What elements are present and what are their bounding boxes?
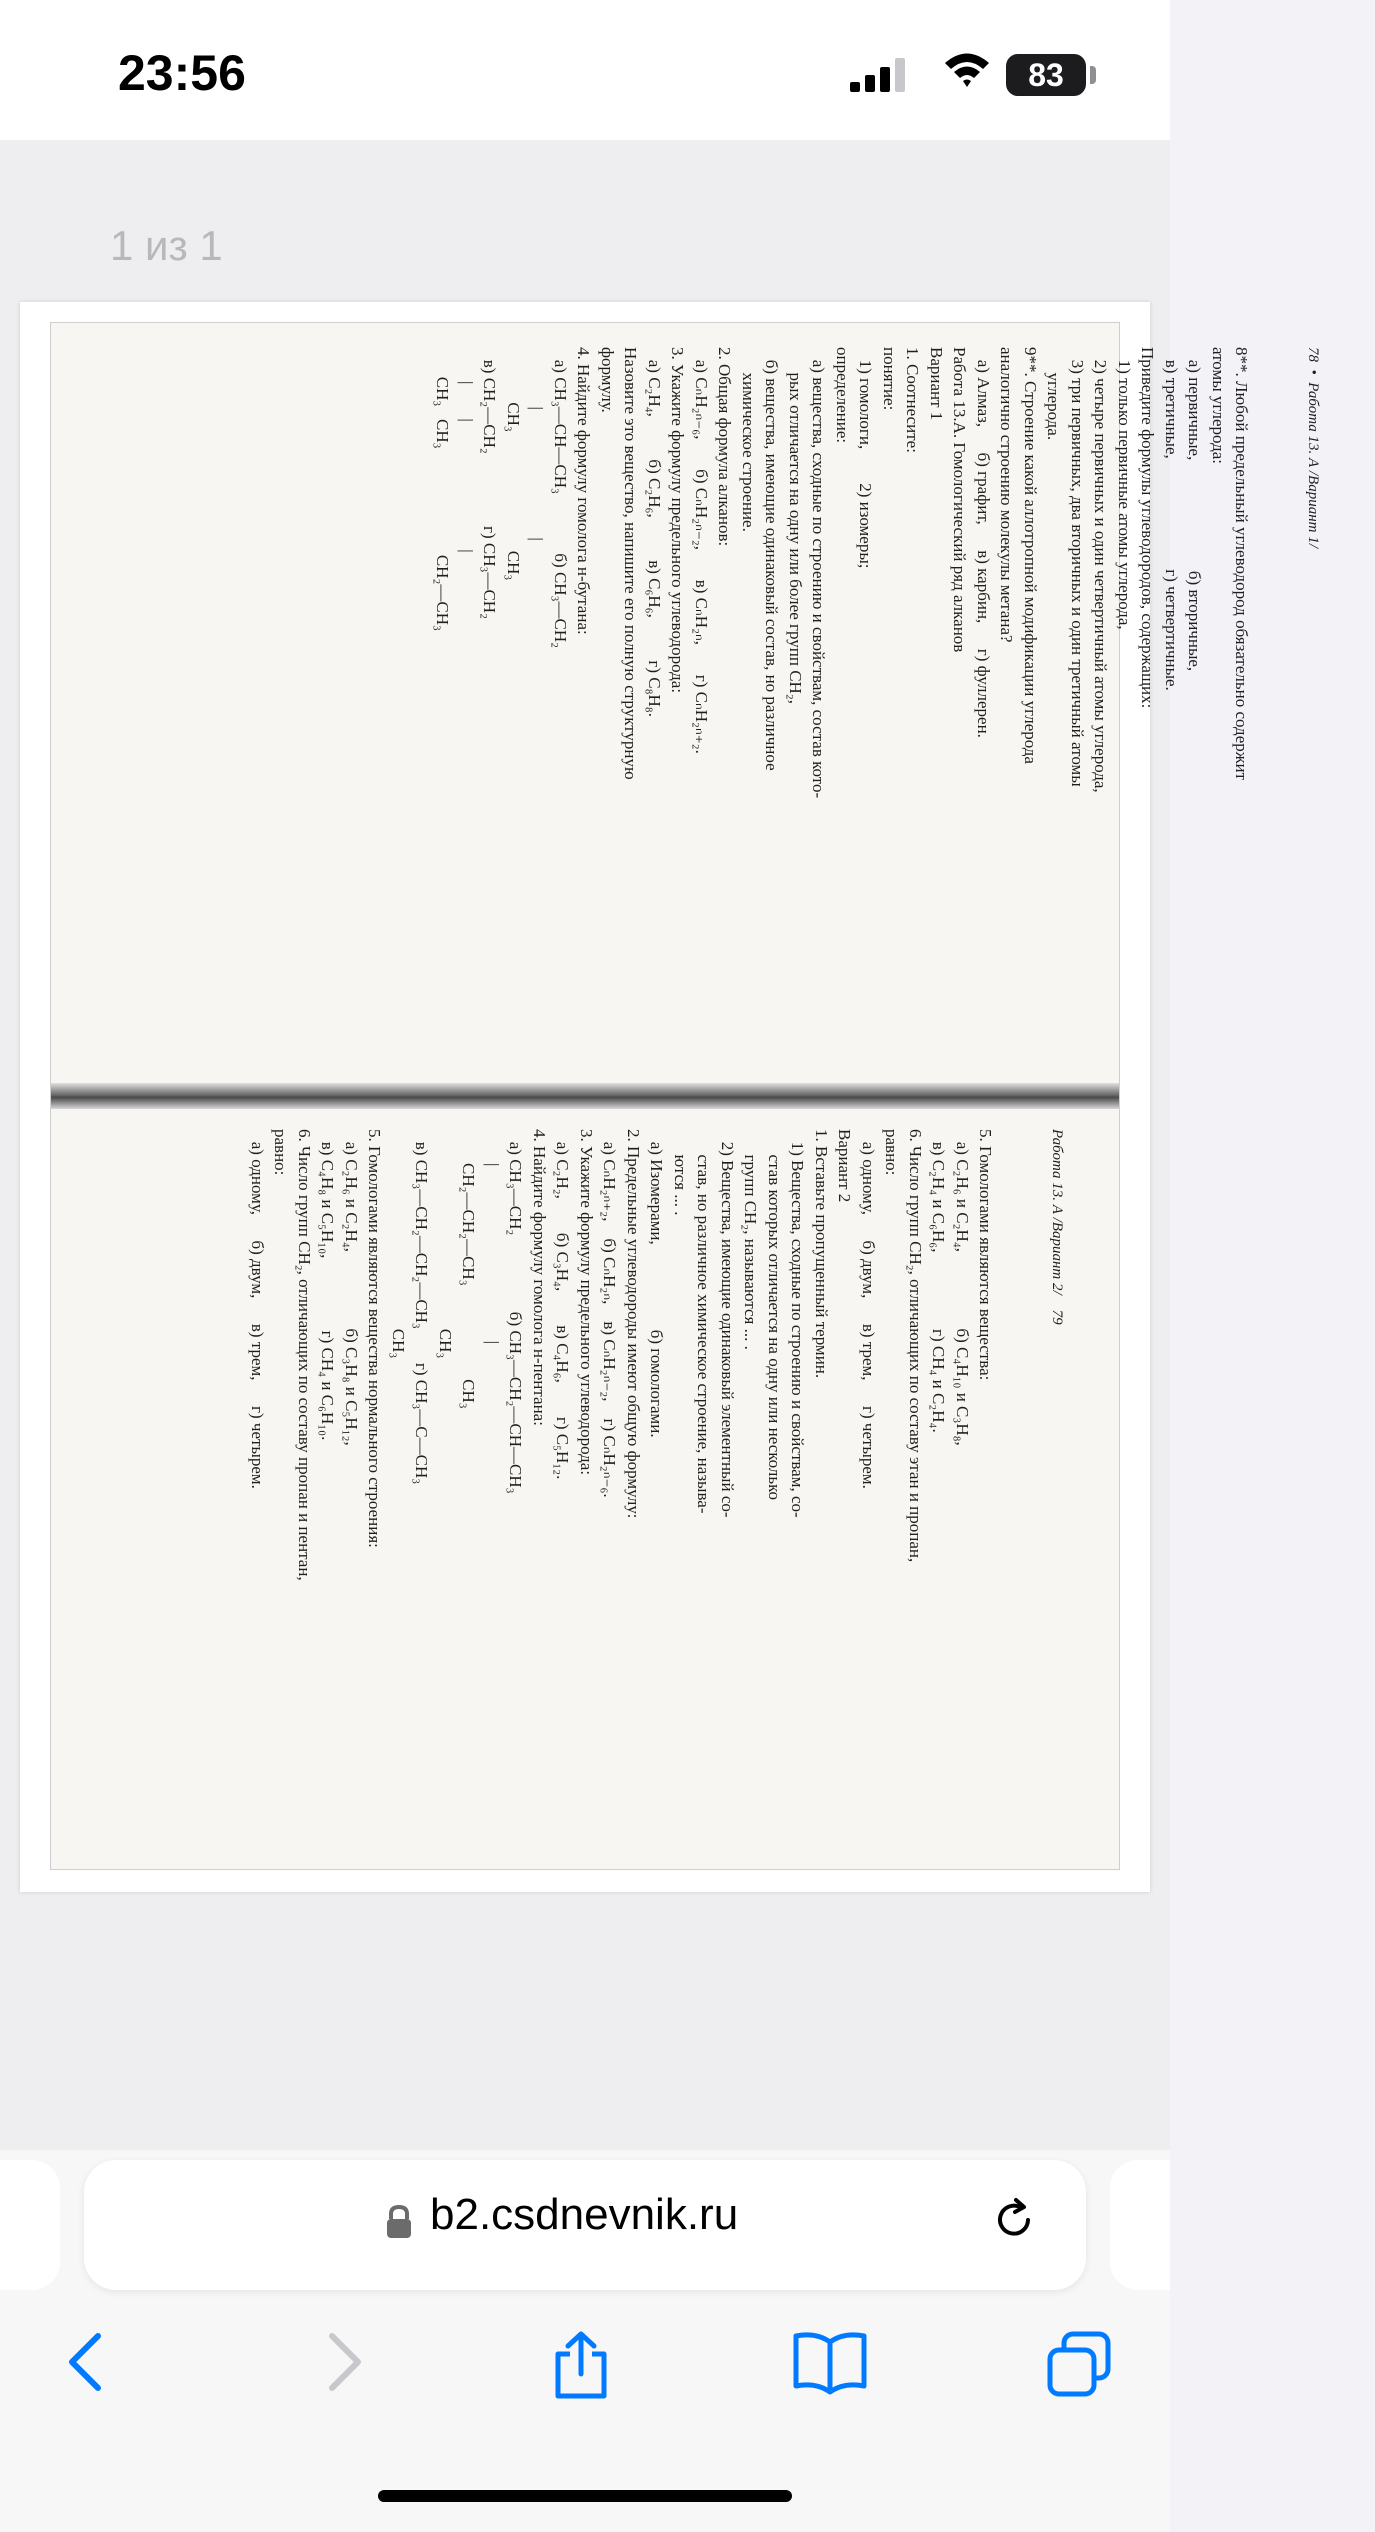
right-page-line: Вариант 2 bbox=[835, 1129, 855, 1203]
left-page-line: 2. Общая формула алканов: bbox=[715, 347, 735, 547]
right-page-line: равно: bbox=[882, 1129, 902, 1176]
book-spread bbox=[50, 322, 1321, 1870]
left-page-line: CH₃ CH₃ CH₂—CH₃ bbox=[433, 347, 453, 631]
left-page-line: атомы углерода: bbox=[1209, 347, 1228, 464]
left-page-line: | | | bbox=[457, 347, 476, 553]
right-page-line: а) C₂H₂, б) C₃H₄, в) C₄H₆, г) C₅H₁₂. bbox=[553, 1129, 573, 1480]
right-page-line: 5. Гомологами являются вещества: bbox=[976, 1129, 996, 1381]
left-page-line: определение: bbox=[833, 347, 852, 444]
right-page-line: в) C₂H₄ и C₆H₆, г) CH₄ и C₂H₄. bbox=[929, 1129, 949, 1433]
lock-icon bbox=[384, 2204, 414, 2245]
right-page-line: групп CH₂, называются ... . bbox=[741, 1129, 761, 1350]
left-page-line: рых отличается на одну или более групп CH₂, bbox=[786, 347, 805, 704]
left-page-line: Вариант 1 bbox=[927, 347, 946, 421]
left-page-header: 78 • Работа 13. А /Вариант 1/ bbox=[1305, 347, 1321, 548]
left-page-line: химическое строение. bbox=[739, 347, 758, 532]
scanned-document[interactable] bbox=[20, 302, 1321, 1892]
cellular-signal-icon bbox=[850, 58, 910, 97]
left-page-line: формулу. bbox=[598, 347, 617, 413]
left-page-line: а) первичные, б) вторичные, bbox=[1185, 347, 1205, 672]
home-indicator bbox=[378, 2490, 792, 2502]
right-page-header: Работа 13. А /Вариант 2/ 79 bbox=[1049, 1129, 1065, 1325]
right-page-line: 3. Укажите формулу предельного углеводорода: bbox=[577, 1129, 596, 1476]
right-page-line: 1. Вставьте пропущенный термин. bbox=[812, 1129, 831, 1379]
status-bar bbox=[0, 0, 1170, 140]
left-page-line: в) CH₂—CH₂ г) CH₃—CH₂ bbox=[480, 347, 500, 619]
right-page-line: а) одному, б) двум, в) трем, г) четырем. bbox=[248, 1129, 267, 1489]
right-page bbox=[51, 1113, 1119, 1833]
right-page-lines bbox=[246, 1129, 998, 1817]
status-time: 23:56 bbox=[118, 45, 246, 101]
left-page-line: в) третичные, г) четвертичные. bbox=[1162, 347, 1181, 691]
left-page-line: 1) гомологи, 2) изомеры; bbox=[856, 347, 876, 569]
right-page-line: 6. Число групп CH₂, отличающих по составу этан и пропан, bbox=[906, 1129, 925, 1563]
address-url[interactable]: b2.csdnevnik.ru bbox=[430, 2190, 739, 2239]
left-page-line: а) C₂H₄, б) C₂H₆, в) C₆H₆, г) C₈H₈. bbox=[645, 347, 664, 717]
right-page-line: 5. Гомологами являются вещества нормального строения: bbox=[365, 1129, 385, 1548]
next-tab-preview[interactable] bbox=[1110, 2160, 1170, 2290]
left-page-line: б) вещества, имеющие одинаковый состав, но различное bbox=[762, 347, 782, 771]
left-page-line: Приведите формулы углеводородов, содержащих: bbox=[1138, 347, 1158, 709]
battery-indicator: 83 bbox=[1006, 54, 1086, 96]
left-page-line: углерода. bbox=[1044, 347, 1064, 441]
left-page-line: CH₃ CH₃ bbox=[504, 347, 523, 581]
battery-tip-icon bbox=[1090, 66, 1096, 84]
right-page-line: а) одному, б) двум, в) трем, г) четырем. bbox=[859, 1129, 878, 1489]
reload-icon[interactable] bbox=[990, 2196, 1038, 2249]
left-page-line: а) Алмаз, б) графит, в) карбин, г) фуллерен. bbox=[974, 347, 993, 738]
left-page-line: 3. Укажите формулу предельного углеводорода: bbox=[668, 347, 688, 694]
right-page-line: а) C₂H₆ и C₂H₄, б) C₄H₁₀ и C₃H₈, bbox=[953, 1129, 972, 1446]
right-page-line: 1) Вещества, сходные по строению и свойствам, со- bbox=[788, 1129, 808, 1518]
right-page-line: став, но различное химическое строение, называ- bbox=[694, 1129, 714, 1514]
left-page-line: 9**. Строение какой аллотропной модификации углерода bbox=[1021, 347, 1040, 764]
share-icon[interactable] bbox=[548, 2330, 614, 2407]
tabs-icon[interactable] bbox=[1044, 2330, 1114, 2405]
left-page-line: 1) только первичные атомы углерода, bbox=[1115, 347, 1134, 630]
right-page-line: | | bbox=[483, 1129, 502, 1345]
back-icon[interactable] bbox=[62, 2330, 112, 2399]
right-page-line: ются ... . bbox=[671, 1129, 690, 1216]
previous-tab-preview[interactable] bbox=[0, 2160, 60, 2290]
right-page-line: а) CH₃—CH₂ б) CH₃—CH₂—CH—CH₃ bbox=[506, 1129, 526, 1494]
left-page-line: 8**. Любой предельный углеводород обязательно содержит bbox=[1232, 347, 1252, 781]
right-page-line: 4. Найдите формулу гомолога н-пентана: bbox=[530, 1129, 549, 1426]
left-page-line: Назовите это вещество, напишите его полную структурную bbox=[621, 347, 641, 780]
right-page-line: 2) Вещества, имеющие одинаковый элементный со- bbox=[718, 1129, 737, 1518]
left-page-line: понятие: bbox=[880, 347, 899, 411]
right-page-line: 6. Число групп CH₂, отличающих по составу пропан и пентан, bbox=[295, 1129, 314, 1581]
right-page-line: CH₂—CH₂—CH₃ CH₃ bbox=[459, 1129, 479, 1409]
left-page-line: Работа 13.А. Гомологический ряд алканов bbox=[950, 347, 970, 653]
left-page-line: а) CₙH₂ₙ₋₆, б) CₙH₂ₙ₋₂, в) CₙH₂ₙ, г) CₙH₂ₙ₊₂. bbox=[692, 347, 711, 754]
right-page-line: CH₃ bbox=[389, 1129, 408, 1359]
right-page-line: в) CH₃—CH₂—CH₂—CH₃ г) CH₃—C—CH₃ bbox=[412, 1129, 432, 1485]
left-page-line: 2) четыре первичных и один четвертичный атомы углерода, bbox=[1091, 347, 1111, 793]
right-page-line: равно: bbox=[271, 1129, 291, 1176]
right-page-line: а) C₂H₆ и C₂H₄, б) C₃H₈ и C₅H₁₂, bbox=[342, 1129, 361, 1446]
left-page-line: 4. Найдите формулу гомолога н-бутана: bbox=[574, 347, 594, 635]
right-page-line: а) CₙH₂ₙ₊₂, б) CₙH₂ₙ, в) CₙH₂ₙ₋₂, г) CₙH₂ₙ₋₆. bbox=[600, 1129, 620, 1498]
right-page-line: 2. Предельные углеводороды имеют общую формулу: bbox=[624, 1129, 643, 1519]
page-counter: 1 из 1 bbox=[110, 222, 223, 269]
forward-icon bbox=[318, 2330, 368, 2399]
wifi-icon bbox=[942, 50, 992, 95]
bookmarks-icon[interactable] bbox=[792, 2330, 868, 2399]
left-page-line: | | bbox=[527, 347, 547, 541]
left-page-line: аналогично строению молекулы метана? bbox=[997, 347, 1017, 643]
left-page-line: 1. Соотнесите: bbox=[903, 347, 923, 453]
left-page-line: а) CH₃—CH—CH₃ б) CH₃—CH₂ bbox=[551, 347, 570, 649]
left-page-line: 3) три первичных, два вторичных и один третичный атомы bbox=[1068, 347, 1087, 787]
right-page-line: став которых отличается на одну или несколько bbox=[765, 1129, 784, 1501]
right-page-line: а) Изомерами, б) гомологами. bbox=[647, 1129, 667, 1438]
left-page-line: а) вещества, сходные по строению и свойствам, состав кото- bbox=[809, 347, 829, 799]
right-page-line: CH₃ bbox=[436, 1129, 455, 1359]
right-page-line: в) C₄H₈ и C₅H₁₀, г) CH₄ и C₆H₁₀. bbox=[318, 1129, 338, 1441]
